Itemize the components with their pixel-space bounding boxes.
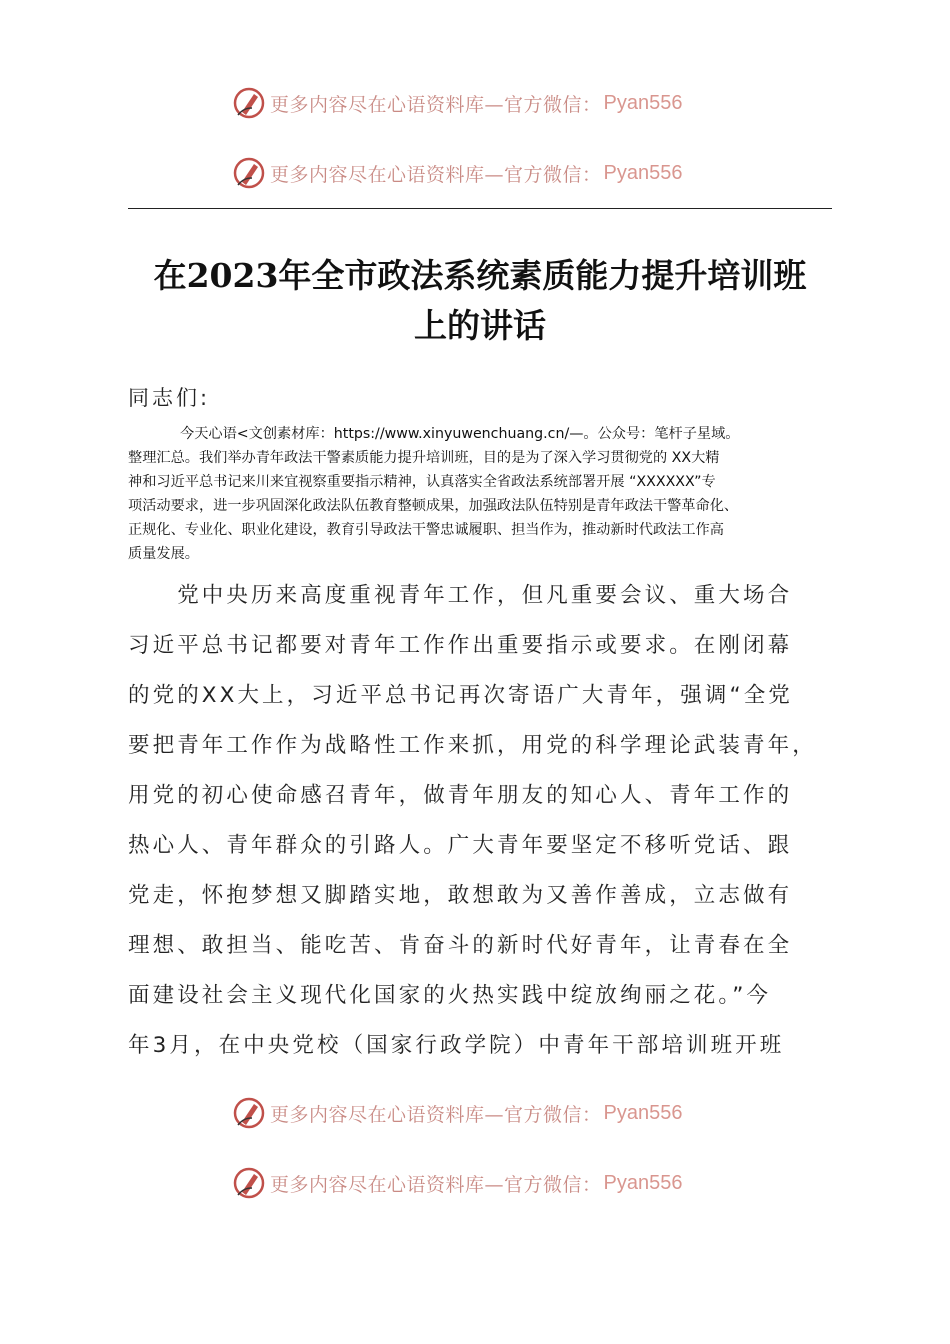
body-line: 的党的XX大上，习近平总书记再次寄语广大青年，强调“全党	[128, 683, 793, 708]
watermark-wechat-id: Pyan556	[603, 161, 683, 184]
intro-paragraph	[128, 422, 840, 566]
watermark-wechat-id: Pyan556	[603, 1171, 683, 1194]
body-line: 党走，怀抱梦想又脚踏实地，敢想敢为又善作善成，立志做有	[128, 883, 793, 908]
body-line: 理想、敢担当、能吃苦、肯奋斗的新时代好青年，让青春在全	[128, 933, 793, 958]
watermark-wechat-id: Pyan556	[603, 1101, 683, 1124]
document-title-line-1: 在2023年全市政法系统素质能力提升培训班	[153, 256, 807, 295]
intro-line: 质量发展。	[128, 546, 199, 562]
body-line: 年3月，在中央党校（国家行政学院）中青年干部培训班开班	[128, 1033, 785, 1058]
document-title-line-2: 上的讲话	[414, 306, 546, 345]
pen-nib-logo-icon	[232, 86, 266, 120]
watermark-text: 更多内容尽在心语资料库—官方微信：	[270, 1103, 602, 1126]
intro-line: 项活动要求，进一步巩固深化政法队伍教育整顿成果，加强政法队伍特别是青年政法干警革命化、	[128, 498, 739, 514]
pen-nib-logo-icon	[232, 156, 266, 190]
body-paragraph	[128, 578, 844, 1078]
intro-line: 正规化、专业化、职业化建设，教育引导政法干警忠诚履职、担当作为，推动新时代政法工作高	[128, 522, 724, 538]
watermark-text: 更多内容尽在心语资料库—官方微信：	[270, 1173, 602, 1196]
body-line: 面建设社会主义现代化国家的火热实践中绽放绚丽之花。”今	[128, 983, 772, 1008]
body-line: 习近平总书记都要对青年工作作出重要指示或要求。在刚闭幕	[128, 633, 793, 658]
watermark-wechat-id: Pyan556	[603, 91, 683, 114]
watermark-top-1	[232, 85, 682, 121]
body-line: 热心人、青年群众的引路人。广大青年要坚定不移听党话、跟	[128, 833, 793, 858]
header-divider	[128, 208, 832, 209]
intro-line: 整理汇总。我们举办青年政法干警素质能力提升培训班，目的是为了深入学习贯彻党的 XX大精	[128, 450, 720, 466]
intro-line: 今天心语<文创素材库：https://www.xinyuwenchuang.cn/—。公众号：笔杆子星域。	[180, 426, 740, 442]
pen-nib-logo-icon	[232, 1096, 266, 1130]
salutation: 同志们:	[128, 386, 211, 410]
watermark-text: 更多内容尽在心语资料库—官方微信：	[270, 163, 602, 186]
watermark-text: 更多内容尽在心语资料库—官方微信：	[270, 93, 602, 116]
pen-nib-logo-icon	[232, 1166, 266, 1200]
body-line: 要把青年工作作为战略性工作来抓，用党的科学理论武装青年，	[128, 733, 817, 758]
body-line: 用党的初心使命感召青年，做青年朋友的知心人、青年工作的	[128, 783, 793, 808]
watermark-bottom-1	[232, 1095, 682, 1131]
watermark-top-2	[232, 155, 682, 191]
watermark-bottom-2	[232, 1165, 682, 1201]
body-line: 党中央历来高度重视青年工作，但凡重要会议、重大场合	[128, 583, 793, 608]
intro-line: 神和习近平总书记来川来宜视察重要指示精神，认真落实全省政法系统部署开展 “XXXXXX”专	[128, 474, 716, 490]
